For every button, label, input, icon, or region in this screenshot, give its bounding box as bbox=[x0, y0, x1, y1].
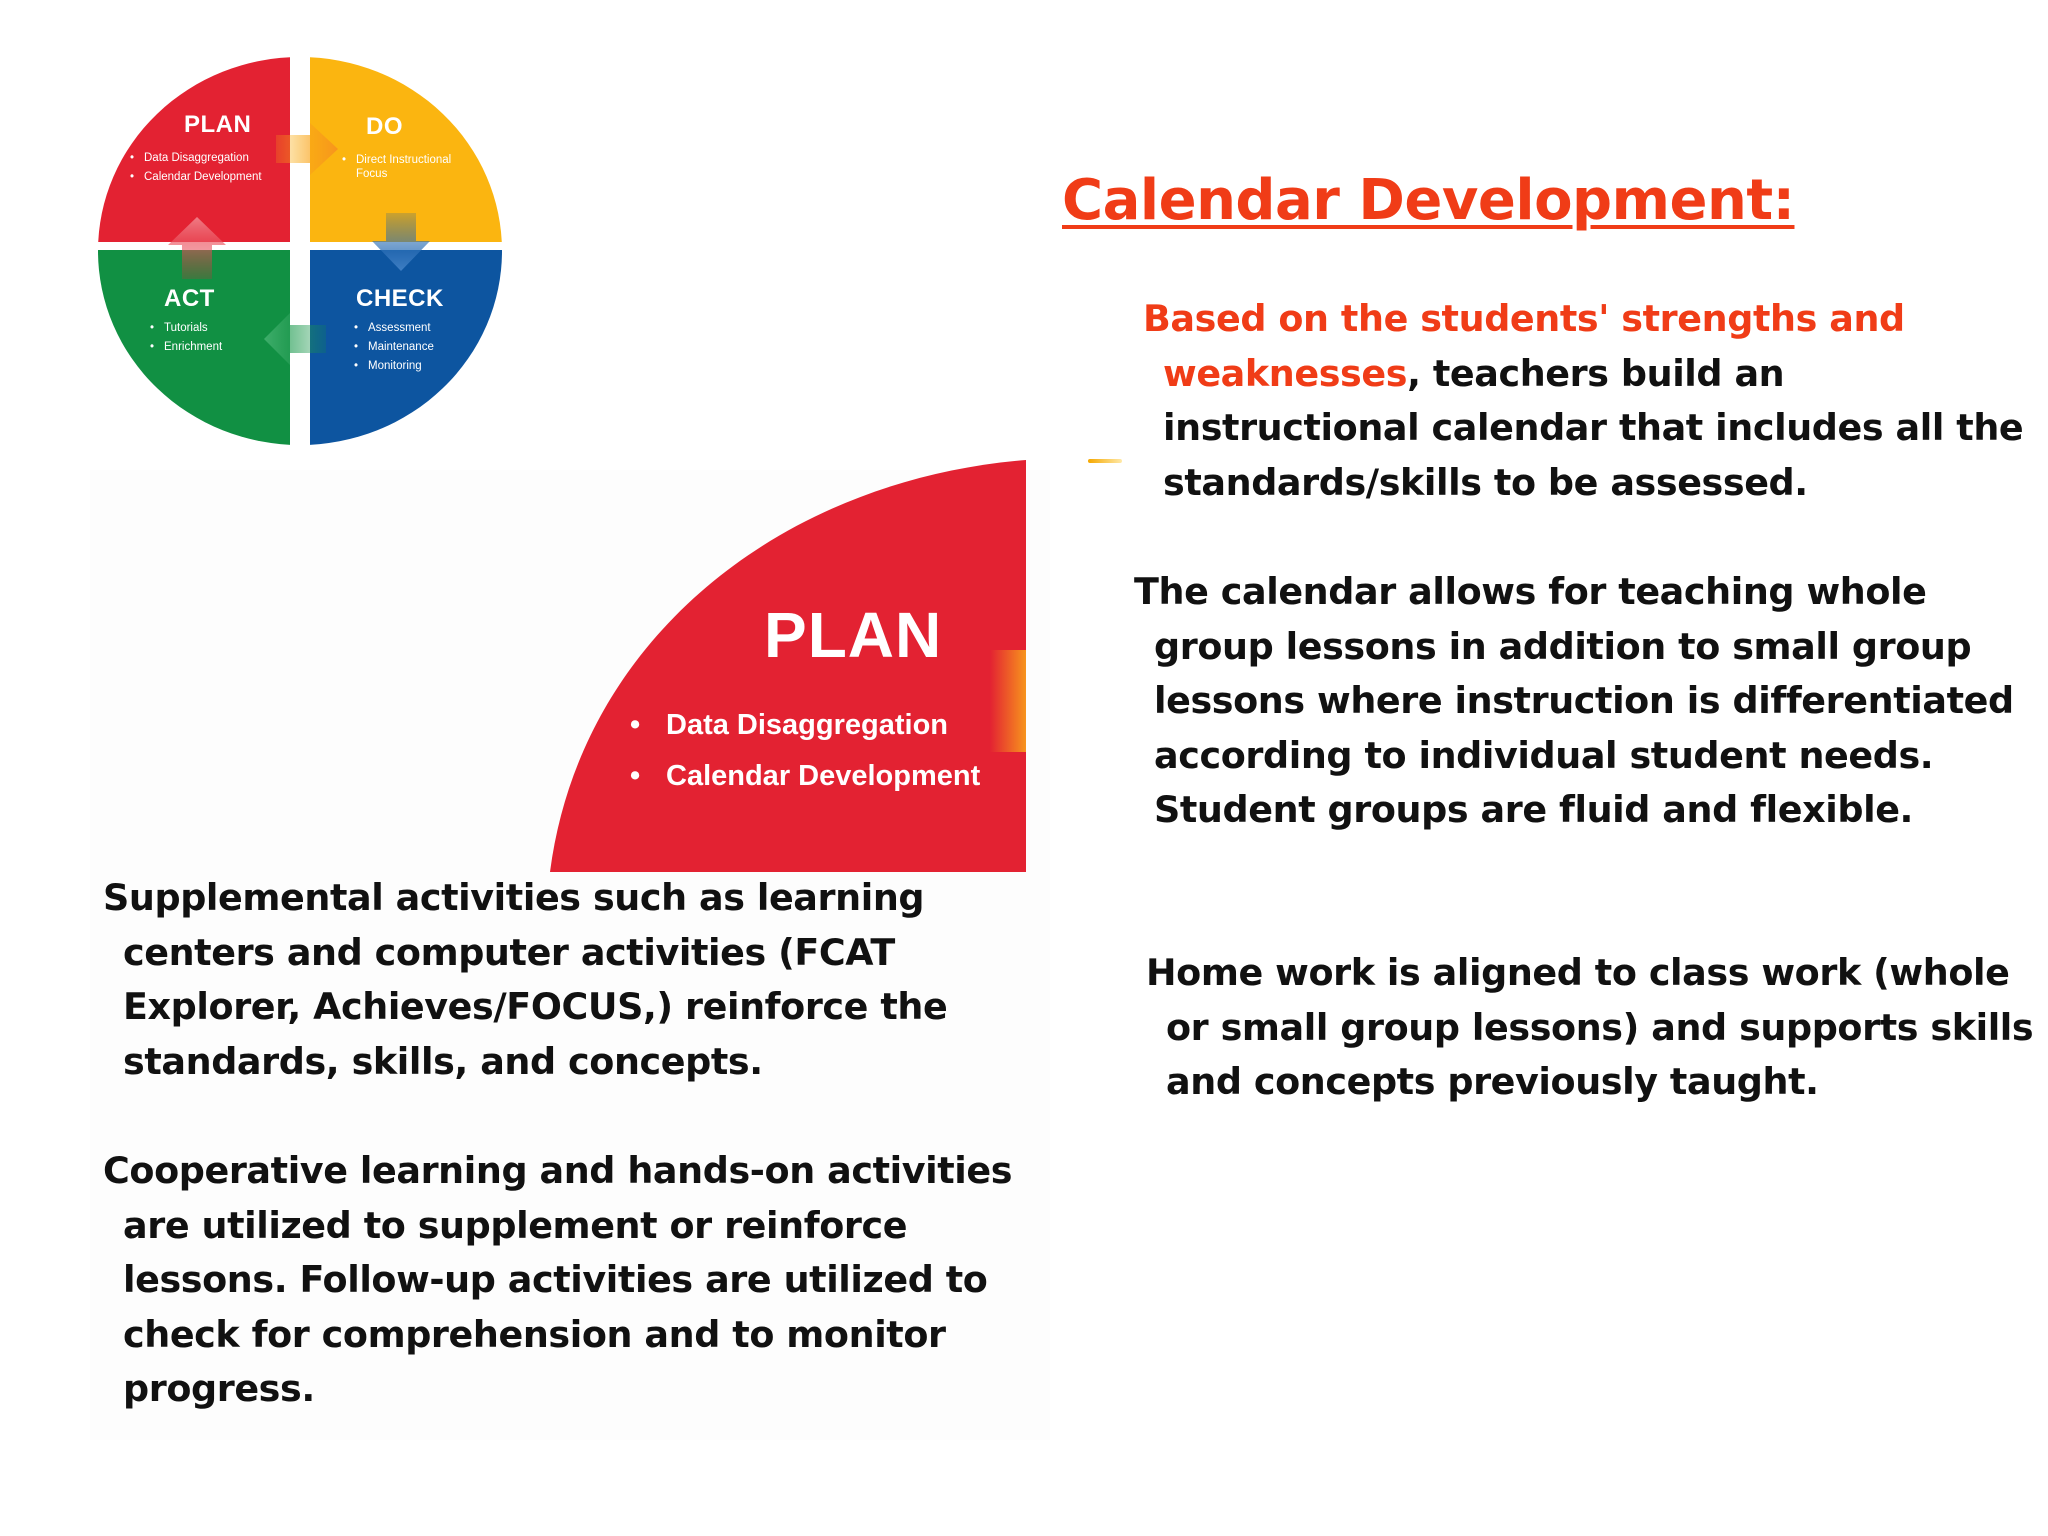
decorative-sliver bbox=[1088, 459, 1122, 463]
big-plan-item: • Data Disaggregation bbox=[630, 700, 980, 751]
wheel-act-title: ACT bbox=[164, 285, 215, 312]
page-title: Calendar Development: bbox=[1062, 168, 1795, 233]
wheel-act-item: • Tutorials bbox=[150, 319, 222, 338]
wheel-plan-item: • Calendar Development bbox=[130, 168, 262, 187]
highlight-text: Based on the students' strengths and weaknesses bbox=[1143, 297, 1905, 395]
wheel-do-title: DO bbox=[366, 113, 403, 140]
paragraph-home-work: Home work is aligned to class work (whole or small group lessons) and supports skills and concepts previously taught. bbox=[1146, 951, 2034, 1103]
wheel-plan-title: PLAN bbox=[184, 111, 252, 138]
wheel-do-list bbox=[342, 153, 460, 181]
wheel-check-item: • Assessment bbox=[354, 319, 434, 338]
big-plan-item: • Calendar Development bbox=[630, 751, 980, 802]
paragraph-calendar-basis bbox=[1143, 292, 2043, 510]
wheel-check-item: • Monitoring bbox=[354, 357, 434, 376]
big-plan-quadrant bbox=[550, 460, 1026, 872]
paragraph-supplemental: Supplemental activities such as learning centers and computer activities (FCAT Explorer, Achieves/FOCUS,) reinforce the standards, skills, and concepts. bbox=[103, 876, 948, 1083]
wheel-act-item: • Enrichment bbox=[150, 338, 222, 357]
wheel-act-list bbox=[150, 319, 222, 357]
big-plan-list bbox=[630, 700, 980, 802]
wheel-check-list bbox=[354, 319, 434, 376]
pdca-wheel-graphic bbox=[98, 57, 502, 445]
wheel-do-item: • Direct Instructional Focus bbox=[342, 153, 460, 181]
wheel-check-item: • Maintenance bbox=[354, 338, 434, 357]
plan-arrow-stub bbox=[990, 650, 1026, 752]
paragraph-text: , teachers build an instructional calendar that includes all the standards/skills to be assessed. bbox=[1163, 351, 2024, 504]
wheel-plan-item: • Data Disaggregation bbox=[130, 149, 262, 168]
wheel-check-title: CHECK bbox=[356, 285, 444, 312]
wheel-plan-list bbox=[130, 149, 262, 187]
pdca-wheel bbox=[98, 57, 502, 445]
big-plan-title: PLAN bbox=[764, 599, 943, 671]
paragraph-whole-group: The calendar allows for teaching whole group lessons in addition to small group lessons where instruction is differentiated according to individual student needs. Student groups are fluid and flexible. bbox=[1134, 570, 2014, 831]
paragraph-cooperative: Cooperative learning and hands-on activities are utilized to supplement or reinforce lessons. Follow-up activities are utilized to check for comprehension and to monitor progress. bbox=[103, 1149, 1013, 1410]
